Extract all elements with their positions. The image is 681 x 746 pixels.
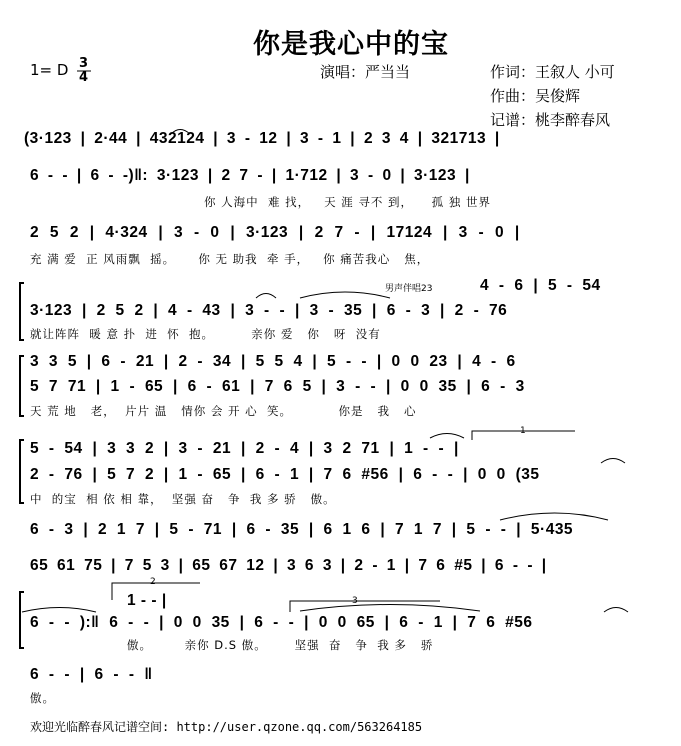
score-row-notes: 6 - - | 6 - -)‖: 3·123 | 2 7 - | 1·712 | 3 - 0 | 3·123 | bbox=[30, 167, 470, 184]
score-row-notes: (3·123 | 2·44 | 432124 | 3 - 12 | 3 - 1 | 2 3 4 | 321713 | bbox=[24, 130, 500, 147]
volta-1-label: 1 bbox=[520, 426, 526, 436]
slur bbox=[171, 130, 190, 135]
score-row-lyrics: 你 人海中 难 找， 天 涯 寻不 到， 孤 独 世界 bbox=[204, 195, 491, 209]
score-row-notes: 3·123 | 2 5 2 | 4 - 43 | 3 - - | 3 - 35 | 6 - 3 | 2 - 76 bbox=[30, 302, 508, 319]
slur bbox=[22, 608, 96, 613]
score-row-notes: 2 5 2 | 4·324 | 3 - 0 | 3·123 | 2 7 - | 17124 | 3 - 0 | bbox=[30, 224, 520, 241]
volta-bracket-2 bbox=[112, 583, 200, 600]
score-row-lyrics: 就让阵阵 暖 意 扑 进 怀 抱。 亲你 爱 你 呀 没有 bbox=[30, 327, 381, 341]
score-row-lyrics: 天 荒 地 老， 片片 温 情你 会 开 心 笑。 你是 我 心 bbox=[30, 404, 417, 418]
score-row-lyrics: 傲。 bbox=[30, 691, 55, 705]
male-voice-label: 男声伴唱23 bbox=[385, 284, 433, 294]
system-bracket bbox=[20, 356, 24, 416]
score-row-lyrics: 充 满 爱 正 风雨飘 摇。 你 无 助我 牵 手， 你 痛苦我心 焦， bbox=[30, 252, 430, 266]
lyricist-credit: 作词：王叙人 小可 bbox=[490, 63, 615, 81]
slur bbox=[604, 608, 628, 613]
slur bbox=[300, 292, 390, 298]
song-title: 你是我心中的宝 bbox=[253, 29, 449, 60]
transcriber-credit: 记谱：桃李醉春风 bbox=[490, 111, 611, 129]
score-row-notes: 6 - - | 6 - - ‖ bbox=[30, 666, 153, 683]
key-signature: 1= D bbox=[30, 61, 69, 79]
footer-link-text: 欢迎光临醉春风记谱空间: http://user.qzone.qq.com/563264185 bbox=[30, 720, 423, 734]
volta-3-label: 3 bbox=[352, 596, 358, 606]
score-row-lyrics: 中 的宝 相 依 相 靠， 坚强 奋 争 我 多 骄 傲。 bbox=[30, 492, 336, 506]
singer-credit: 演唱：严当当 bbox=[320, 63, 411, 81]
slur bbox=[256, 294, 276, 299]
slur bbox=[430, 434, 464, 439]
score-row-lyrics: 傲。 亲你 D.S 傲。 坚强 奋 争 我 多 骄 bbox=[127, 638, 434, 652]
composer-credit: 作曲：吴俊辉 bbox=[490, 87, 581, 105]
score-row-male-notes: 3 3 5 | 6 - 21 | 2 - 34 | 5 5 4 | 5 - - | 0 0 23 | 4 - 6 bbox=[30, 353, 516, 370]
score-row-notes: 2 - 76 | 5 7 2 | 1 - 65 | 6 - 1 | 7 6 #56 | 6 - - | 0 0 (35 bbox=[30, 466, 540, 483]
volta-2-label: 2 bbox=[150, 577, 156, 587]
slur bbox=[300, 605, 480, 612]
score-row-notes: 65 61 75 | 7 5 3 | 65 67 12 | 3 6 3 | 2 - 1 | 7 6 #5 | 6 - - | bbox=[30, 557, 547, 574]
system-bracket bbox=[20, 283, 24, 340]
score-row-male-notes: 5 - 54 | 3 3 2 | 3 - 21 | 2 - 4 | 3 2 71 | 1 - - | bbox=[30, 440, 459, 457]
score-row-male-notes: 1 - - | bbox=[127, 592, 167, 609]
volta-bracket-3 bbox=[290, 601, 440, 612]
score-row-notes: 6 - 3 | 2 1 7 | 5 - 71 | 6 - 35 | 6 1 6 | 7 1 7 | 5 - - | 5·435 bbox=[30, 521, 574, 538]
time-signature-bottom: 4 bbox=[79, 70, 89, 85]
volta-bracket-1 bbox=[472, 431, 575, 440]
slur bbox=[500, 513, 608, 520]
time-signature-top: 3 bbox=[79, 56, 89, 71]
system-bracket bbox=[20, 440, 24, 503]
score-row-notes: 6 - - ):‖ 6 - - | 0 0 35 | 6 - - | 0 0 65 | 6 - 1 | 7 6 #56 bbox=[30, 614, 533, 631]
slur bbox=[601, 459, 625, 464]
score-row-male-notes: 4 - 6 | 5 - 54 bbox=[480, 277, 601, 294]
score-row-notes: 5 7 71 | 1 - 65 | 6 - 61 | 7 6 5 | 3 - - | 0 0 35 | 6 - 3 bbox=[30, 378, 525, 395]
system-bracket bbox=[20, 592, 24, 648]
